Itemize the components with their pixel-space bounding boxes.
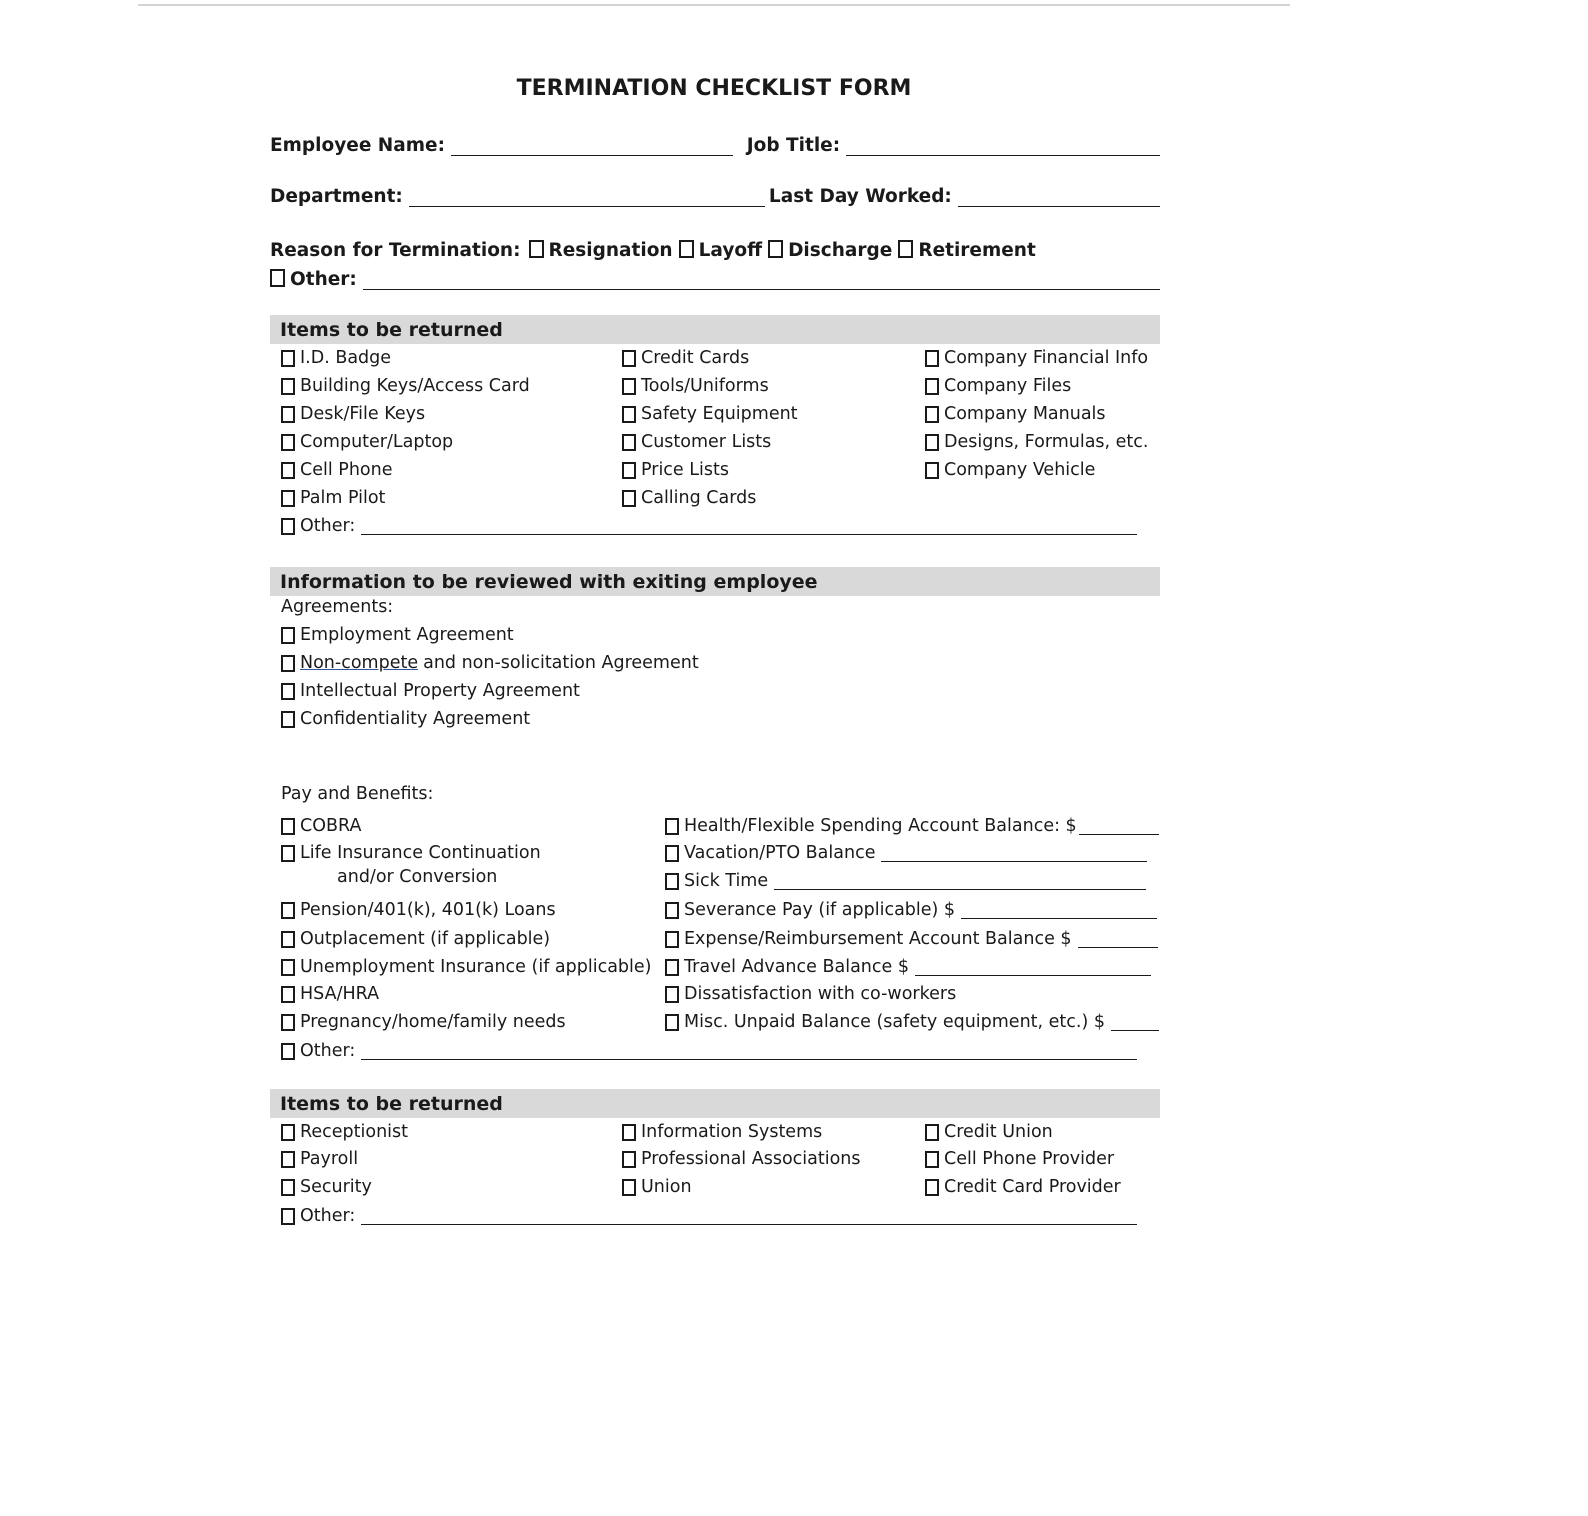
checkbox-icon — [622, 1124, 636, 1141]
reason-label: Reason for Termination: — [270, 240, 521, 261]
reason-resignation[interactable]: Resignation — [529, 240, 673, 261]
checklist-item[interactable]: Dissatisfaction with co-workers — [665, 983, 956, 1005]
section3-col1 — [281, 1121, 408, 1198]
checkbox-icon — [925, 1179, 939, 1196]
checklist-item-continuation: and/or Conversion — [337, 867, 498, 887]
checklist-item[interactable]: HSA/HRA — [281, 983, 379, 1005]
checkbox-icon — [281, 683, 295, 700]
agreements-list — [281, 624, 699, 730]
checklist-item[interactable]: COBRA — [281, 815, 361, 837]
checkbox-icon — [622, 1151, 636, 1168]
checklist-item[interactable]: Customer Lists — [622, 431, 798, 453]
checkbox-icon — [281, 711, 295, 728]
checklist-item[interactable]: Price Lists — [622, 459, 798, 481]
checklist-item[interactable]: Life Insurance Continuation — [281, 842, 541, 864]
section1-other[interactable]: Other: — [281, 515, 1137, 537]
section1-col1 — [281, 347, 530, 509]
checklist-item[interactable]: Expense/Reimbursement Account Balance $ — [665, 928, 1158, 950]
checkbox-icon — [622, 350, 636, 367]
section-header-items-returned: Items to be returned — [270, 315, 1160, 344]
checklist-item[interactable]: Calling Cards — [622, 487, 798, 509]
checklist-item[interactable]: Vacation/PTO Balance — [665, 842, 1147, 864]
section3-col2 — [622, 1121, 861, 1198]
checklist-item[interactable]: Non-compete and non-solicitation Agreement — [281, 652, 699, 674]
reason-other[interactable]: Other: — [270, 269, 357, 290]
checkbox-icon — [925, 378, 939, 395]
checklist-item[interactable]: Pension/401(k), 401(k) Loans — [281, 899, 556, 921]
section1-col2 — [622, 347, 798, 509]
checklist-item[interactable]: Cell Phone — [281, 459, 530, 481]
employee-name-field[interactable] — [451, 137, 733, 156]
checklist-item[interactable]: Building Keys/Access Card — [281, 375, 530, 397]
checklist-item[interactable]: Outplacement (if applicable) — [281, 928, 550, 950]
section1-col3 — [925, 347, 1148, 481]
reason-retirement[interactable]: Retirement — [898, 240, 1036, 261]
department-field[interactable] — [409, 188, 765, 207]
checklist-item[interactable]: Credit Card Provider — [925, 1176, 1121, 1198]
reason-other-field[interactable] — [363, 271, 1160, 290]
blank-line[interactable] — [1079, 818, 1159, 835]
reason-other-row — [270, 260, 1160, 290]
blank-line[interactable] — [961, 902, 1157, 919]
last-day-label: Last Day Worked: — [768, 186, 952, 207]
section-header-items-returned-2: Items to be returned — [270, 1089, 1160, 1118]
blank-line[interactable] — [915, 959, 1151, 976]
form-title: TERMINATION CHECKLIST FORM — [516, 76, 912, 101]
checklist-item[interactable]: Information Systems — [622, 1121, 861, 1143]
checklist-item[interactable]: I.D. Badge — [281, 347, 530, 369]
checklist-item[interactable]: Security — [281, 1176, 408, 1198]
checklist-item[interactable]: Confidentiality Agreement — [281, 708, 699, 730]
checklist-item[interactable]: Company Files — [925, 375, 1148, 397]
employee-name-label: Employee Name: — [270, 135, 445, 156]
blank-line[interactable] — [1078, 931, 1158, 948]
section3-other-field[interactable] — [361, 1208, 1137, 1225]
checklist-item[interactable]: Desk/File Keys — [281, 403, 530, 425]
checklist-item[interactable]: Intellectual Property Agreement — [281, 680, 699, 702]
checkbox-icon — [281, 931, 295, 948]
checkbox-icon — [622, 378, 636, 395]
checkbox-icon — [281, 655, 295, 672]
checklist-item[interactable]: Credit Cards — [622, 347, 798, 369]
checkbox-icon — [281, 818, 295, 835]
checkbox-icon — [622, 462, 636, 479]
last-day-field[interactable] — [958, 188, 1160, 207]
checkbox-icon — [281, 1208, 295, 1225]
pay-benefits-label: Pay and Benefits: — [281, 784, 434, 804]
checkbox-icon — [281, 845, 295, 862]
job-title-field[interactable] — [846, 137, 1160, 156]
checkbox-icon — [665, 818, 679, 835]
section3-col3 — [925, 1121, 1121, 1198]
section3-other[interactable]: Other: — [281, 1205, 1137, 1227]
blank-line[interactable] — [1111, 1014, 1159, 1031]
checkbox-icon — [665, 845, 679, 862]
agreements-label: Agreements: — [281, 597, 394, 617]
checkbox-icon — [679, 240, 694, 258]
checklist-item[interactable]: Safety Equipment — [622, 403, 798, 425]
checklist-item[interactable]: Union — [622, 1176, 861, 1198]
checkbox-icon — [281, 1179, 295, 1196]
checklist-item[interactable]: Travel Advance Balance $ — [665, 956, 1151, 978]
checklist-item[interactable]: Sick Time — [665, 870, 1146, 892]
checkbox-icon — [529, 240, 544, 258]
checklist-item[interactable]: Professional Associations — [622, 1148, 861, 1170]
checklist-item[interactable]: Company Financial Info — [925, 347, 1148, 369]
checkbox-icon — [622, 406, 636, 423]
checkbox-icon — [665, 931, 679, 948]
reason-row — [270, 231, 1160, 261]
checkbox-icon — [281, 1043, 295, 1060]
checklist-item[interactable]: Payroll — [281, 1148, 408, 1170]
blank-line[interactable] — [881, 845, 1147, 862]
checkbox-icon — [281, 1014, 295, 1031]
checkbox-icon — [925, 462, 939, 479]
employee-name-row — [270, 126, 1160, 156]
section1-other-field[interactable] — [361, 518, 1137, 535]
checklist-item[interactable]: Misc. Unpaid Balance (safety equipment, etc.) $ — [665, 1011, 1159, 1033]
checklist-item[interactable]: Health/Flexible Spending Account Balance: $ — [665, 815, 1159, 837]
checkbox-icon — [281, 627, 295, 644]
section2-other[interactable]: Other: — [281, 1040, 1137, 1062]
checkbox-icon — [281, 1151, 295, 1168]
checklist-item[interactable]: Company Vehicle — [925, 459, 1148, 481]
checkbox-icon — [665, 986, 679, 1003]
checkbox-icon — [925, 350, 939, 367]
checklist-item[interactable]: Tools/Uniforms — [622, 375, 798, 397]
checkbox-icon — [622, 1179, 636, 1196]
blank-line[interactable] — [774, 873, 1146, 890]
page-top-border — [138, 4, 1290, 6]
reason-discharge[interactable]: Discharge — [768, 240, 892, 261]
checkbox-icon — [270, 269, 285, 287]
checkbox-icon — [281, 378, 295, 395]
checkbox-icon — [925, 1151, 939, 1168]
checkbox-icon — [898, 240, 913, 258]
checkbox-icon — [665, 873, 679, 890]
checkbox-icon — [665, 1014, 679, 1031]
checklist-item[interactable]: Employment Agreement — [281, 624, 699, 646]
checkbox-icon — [281, 518, 295, 535]
reason-layoff[interactable]: Layoff — [679, 240, 762, 261]
checkbox-icon — [665, 902, 679, 919]
checkbox-icon — [281, 902, 295, 919]
checklist-item[interactable]: Cell Phone Provider — [925, 1148, 1121, 1170]
checkbox-icon — [281, 1124, 295, 1141]
section-header-information-review: Information to be reviewed with exiting employee — [270, 567, 1160, 596]
checkbox-icon — [281, 959, 295, 976]
checkbox-icon — [768, 240, 783, 258]
checklist-item[interactable]: Unemployment Insurance (if applicable) — [281, 956, 652, 978]
checkbox-icon — [665, 959, 679, 976]
checklist-item[interactable]: Company Manuals — [925, 403, 1148, 425]
checkbox-icon — [622, 434, 636, 451]
department-label: Department: — [270, 186, 403, 207]
department-row — [270, 177, 1160, 207]
job-title-label: Job Title: — [746, 135, 841, 156]
checkbox-icon — [622, 490, 636, 507]
checklist-item[interactable]: Palm Pilot — [281, 487, 530, 509]
checklist-item[interactable]: Credit Union — [925, 1121, 1121, 1143]
checkbox-icon — [281, 490, 295, 507]
checklist-item[interactable]: Designs, Formulas, etc. — [925, 431, 1148, 453]
checkbox-icon — [281, 406, 295, 423]
checkbox-icon — [281, 986, 295, 1003]
checklist-item[interactable]: Computer/Laptop — [281, 431, 530, 453]
checklist-item[interactable]: Severance Pay (if applicable) $ — [665, 899, 1157, 921]
checkbox-icon — [281, 350, 295, 367]
checkbox-icon — [925, 434, 939, 451]
checkbox-icon — [925, 406, 939, 423]
checkbox-icon — [281, 462, 295, 479]
checklist-item[interactable]: Pregnancy/home/family needs — [281, 1011, 566, 1033]
section2-other-field[interactable] — [361, 1043, 1137, 1060]
checklist-item[interactable]: Receptionist — [281, 1121, 408, 1143]
checkbox-icon — [281, 434, 295, 451]
checkbox-icon — [925, 1124, 939, 1141]
